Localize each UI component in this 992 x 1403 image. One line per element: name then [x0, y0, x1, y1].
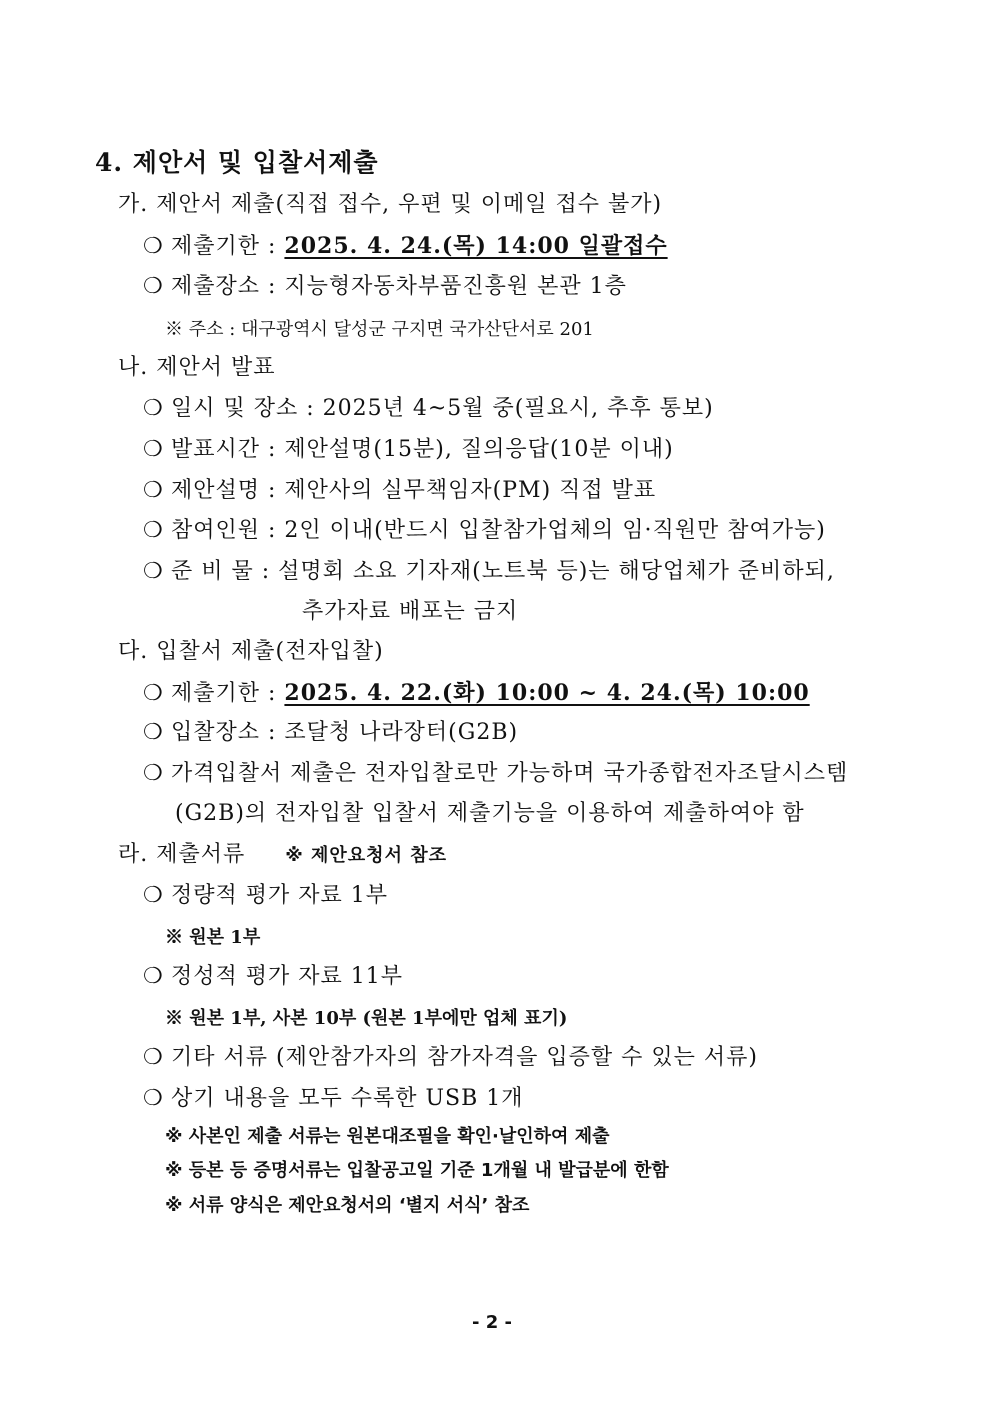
sec-ra-qual: [143, 962, 403, 992]
page-number: - 2 -: [472, 1312, 512, 1333]
item-text: 정성적 평가 자료 11부: [171, 964, 403, 989]
item-text: 준 비 물 : 설명회 소요 기자재(노트북 등)는 해당업체가 준비하되,: [171, 559, 835, 584]
sec-da-title: 다. 입찰서 제출(전자입찰): [118, 639, 384, 664]
bullet-icon: ❍: [143, 234, 164, 259]
sec-ga-place: [143, 272, 627, 302]
sec-ra-note: ※ 등본 등 증명서류는 입찰공고일 기준 1개월 내 발급분에 한함: [165, 1160, 669, 1181]
item-text: 정량적 평가 자료 1부: [171, 883, 388, 908]
item-text: 일시 및 장소 : 2025년 4~5월 중(필요시, 추후 통보): [171, 396, 714, 421]
bullet-icon: ❍: [143, 761, 164, 786]
sec-da-price-cont: (G2B)의 전자입찰 입찰서 제출기능을 이용하여 제출하여야 함: [175, 801, 805, 826]
sec-da-deadline: [143, 678, 810, 709]
bullet-icon: ❍: [143, 437, 164, 462]
sec-ra-qual-note: ※ 원본 1부, 사본 10부 (원본 1부에만 업체 표기): [165, 1008, 568, 1029]
sec-ra-note: ※ 서류 양식은 제안요청서의 ‘별지 서식’ 참조: [165, 1195, 530, 1216]
sec-na-item: [143, 435, 674, 465]
sec-na-prep-cont: 추가자료 배포는 금지: [302, 599, 519, 624]
item-text: 제안설명 : 제안사의 실무책임자(PM) 직접 발표: [171, 478, 657, 503]
title-text: 라. 제출서류: [118, 842, 246, 867]
sec-na-item: [143, 394, 714, 424]
sec-na-item: [143, 476, 656, 506]
bullet-icon: ❍: [143, 396, 164, 421]
bullet-icon: ❍: [143, 681, 164, 706]
deadline-label: 제출기한 :: [171, 234, 285, 259]
item-text: 기타 서류 (제안참가자의 참가자격을 입증할 수 있는 서류): [171, 1045, 758, 1070]
section-heading: 4. 제안서 및 입찰서제출: [95, 148, 379, 177]
sec-da-price: [143, 759, 848, 789]
sec-ga-address-note: ※ 주소 : 대구광역시 달성군 구지면 국가산단서로 201: [165, 319, 594, 340]
bullet-icon: ❍: [143, 274, 164, 299]
bullet-icon: ❍: [143, 964, 164, 989]
price-text: 가격입찰서 제출은 전자입찰로만 가능하며 국가종합전자조달시스템: [171, 761, 849, 786]
item-text: 발표시간 : 제안설명(15분), 질의응답(10분 이내): [171, 437, 674, 462]
sec-ga-title: 가. 제안서 제출(직접 접수, 우편 및 이메일 접수 불가): [118, 192, 663, 217]
bullet-icon: ❍: [143, 478, 164, 503]
bullet-icon: ❍: [143, 1086, 164, 1111]
item-text: 상기 내용을 모두 수록한 USB 1개: [171, 1086, 524, 1111]
sec-na-item: [143, 516, 826, 546]
bullet-icon: ❍: [143, 559, 164, 584]
sec-na-item: [143, 557, 835, 587]
sec-da-place: [143, 718, 518, 748]
bullet-icon: ❍: [143, 720, 164, 745]
place-text: 입찰장소 : 조달청 나라장터(G2B): [171, 720, 519, 745]
sec-ga-deadline: [143, 231, 668, 262]
sec-ra-title: [118, 840, 447, 871]
title-note: ※ 제안요청서 참조: [285, 845, 447, 866]
sec-ra-note: ※ 사본인 제출 서류는 원본대조필을 확인·날인하여 제출: [165, 1126, 610, 1147]
sec-na-title: 나. 제안서 발표: [118, 355, 276, 380]
sec-ra-quant-note: ※ 원본 1부: [165, 927, 261, 948]
bullet-icon: ❍: [143, 883, 164, 908]
sec-ra-etc: [143, 1043, 758, 1073]
deadline-value: 2025. 4. 24.(목) 14:00 일괄접수: [284, 233, 668, 259]
bullet-icon: ❍: [143, 518, 164, 543]
sec-ra-usb: [143, 1084, 524, 1114]
deadline-label: 제출기한 :: [171, 681, 285, 706]
deadline-value: 2025. 4. 22.(화) 10:00 ~ 4. 24.(목) 10:00: [284, 680, 810, 706]
place-text: 제출장소 : 지능형자동차부품진흥원 본관 1층: [171, 274, 627, 299]
item-text: 참여인원 : 2인 이내(반드시 입찰참가업체의 임·직원만 참여가능): [171, 518, 826, 543]
bullet-icon: ❍: [143, 1045, 164, 1070]
sec-ra-quant: [143, 881, 388, 911]
